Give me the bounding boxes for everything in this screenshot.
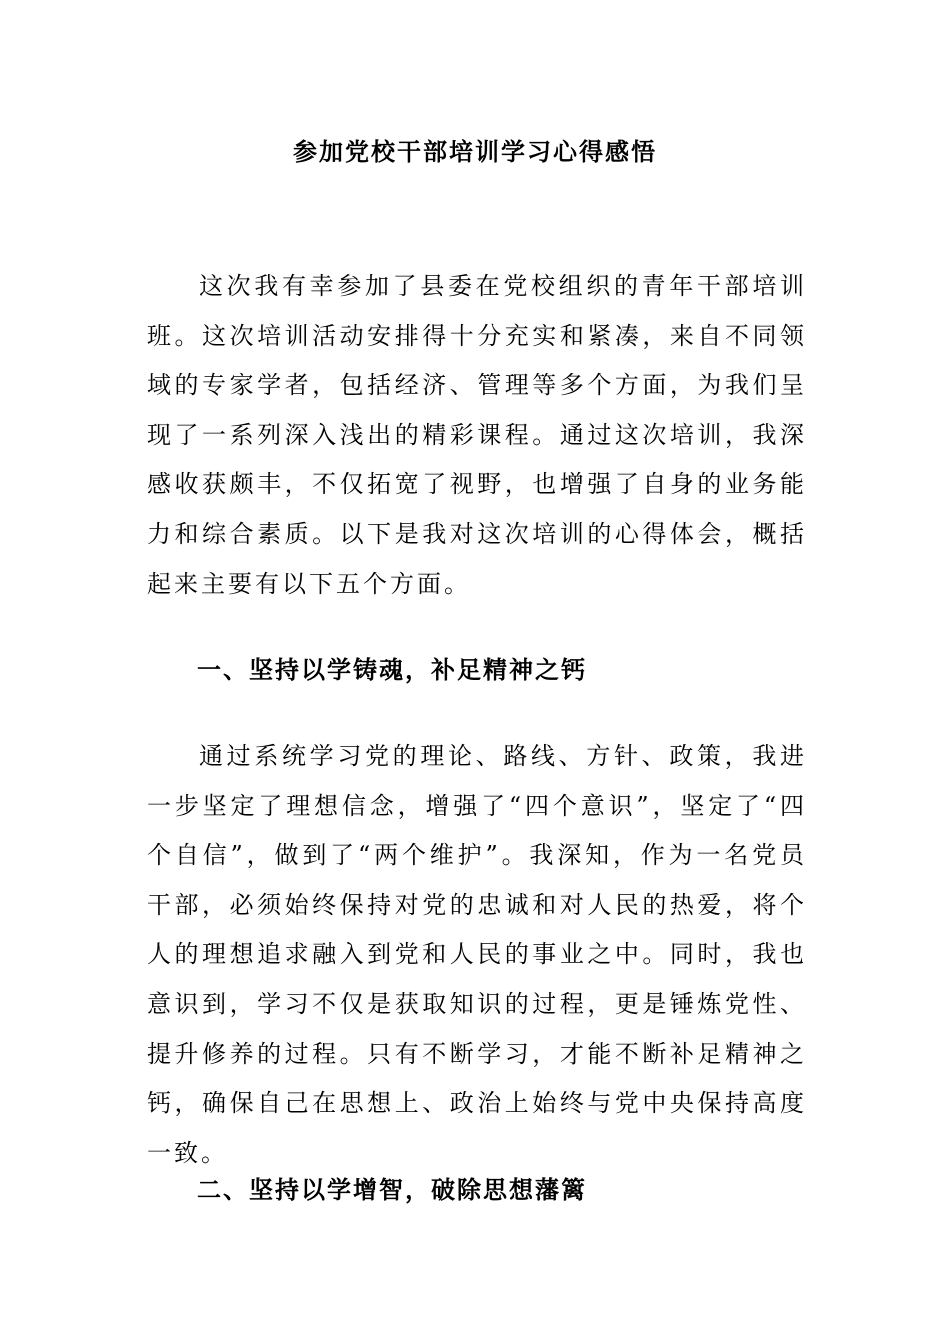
section-heading-1: 一、坚持以学铸魂，补足精神之钙 xyxy=(197,655,587,684)
intro-paragraph: 这次我有幸参加了县委在党校组织的青年干部培训班。这次培训活动安排得十分充实和紧凑，来自不同领域的专家学者，包括经济、管理等多个方面，为我们呈现了一系列深入浅出的精彩课程。通过这次培训，我深感收获颇丰，不仅拓宽了视野，也增强了自身的业务能力和综合素质。以下是我对这次培训的心得体会，概括起来主要有以下五个方面。 xyxy=(147,272,807,598)
section-heading-2: 二、坚持以学增智，破除思想藩篱 xyxy=(197,1175,587,1204)
document-title: 参加党校干部培训学习心得感悟 xyxy=(293,137,657,166)
section-body-1: 通过系统学习党的理论、路线、方针、政策，我进一步坚定了理想信念，增强了“四个意识”，坚定了“四个自信”，做到了“两个维护”。我深知，作为一名党员干部，必须始终保持对党的忠诚和对人民的热爱，将个人的理想追求融入到党和人民的事业之中。同时，我也意识到，学习不仅是获取知识的过程，更是锤炼党性、提升修养的过程。只有不断学习，才能不断补足精神之钙，确保自己在思想上、政治上始终与党中央保持高度一致。 xyxy=(147,742,807,1167)
